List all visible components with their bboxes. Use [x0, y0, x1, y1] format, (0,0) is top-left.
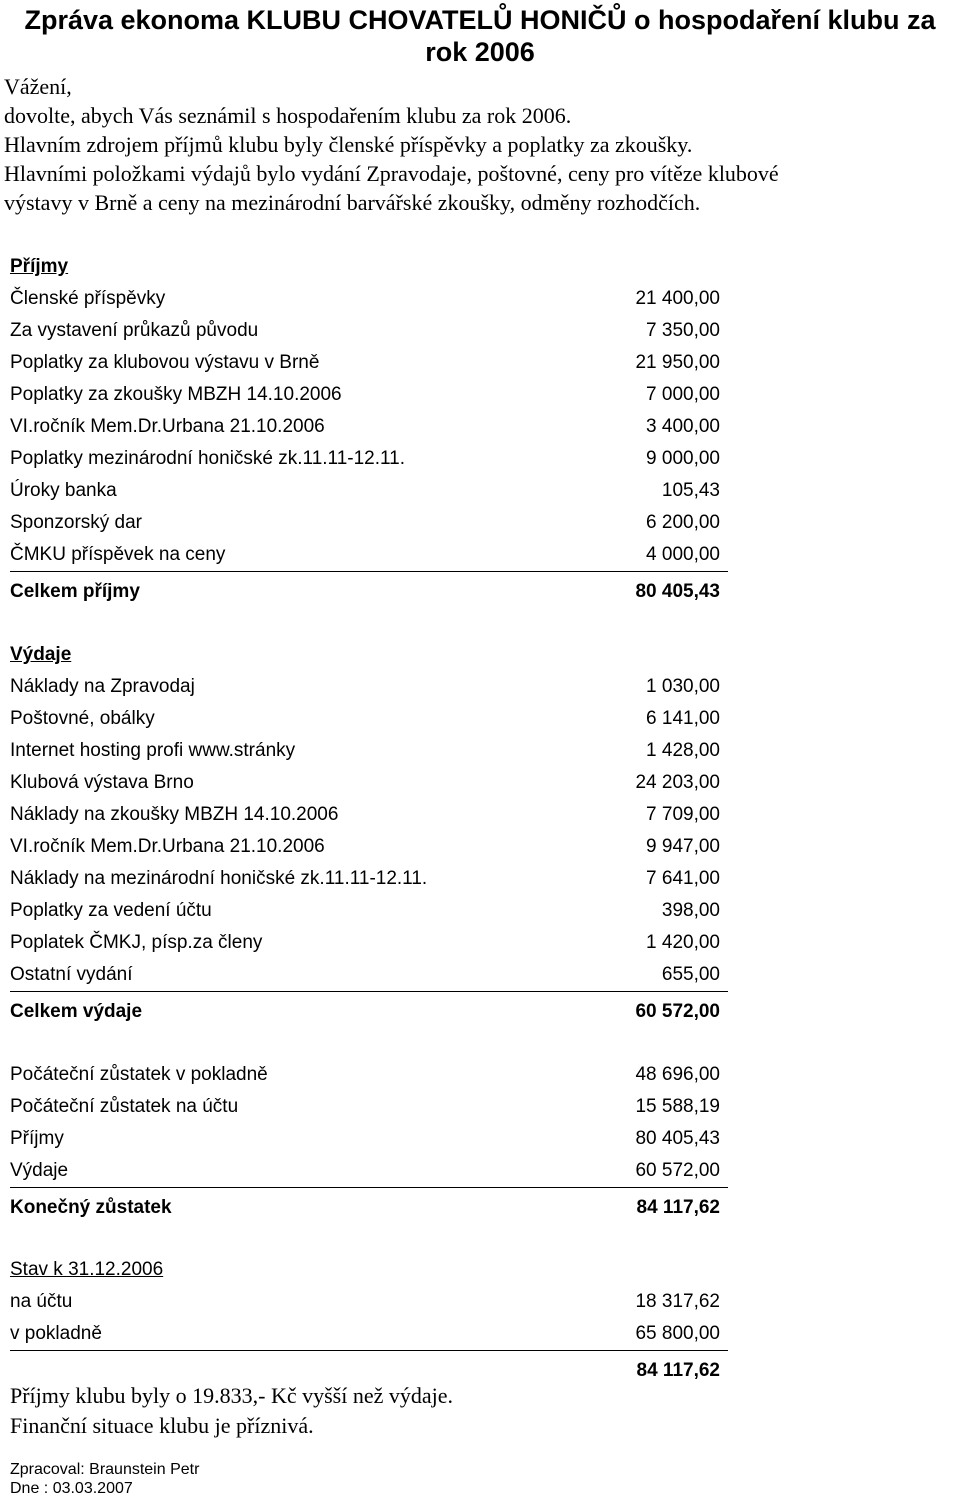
row-label: Náklady na Zpravodaj	[10, 676, 195, 697]
row-value: 7 641,00	[646, 868, 720, 889]
row-value: 9 000,00	[646, 448, 720, 469]
expense-row	[10, 895, 728, 927]
expense-row	[10, 831, 728, 863]
row-label: Počáteční zůstatek na účtu	[10, 1096, 239, 1117]
income-row	[10, 347, 728, 379]
balance-row	[10, 1059, 728, 1091]
row-value: 7 000,00	[646, 384, 720, 405]
income-row	[10, 283, 728, 315]
total-label: Konečný zůstatek	[10, 1197, 172, 1218]
row-value: 655,00	[661, 964, 720, 985]
row-value: 6 200,00	[646, 512, 720, 533]
income-total-row	[10, 571, 728, 610]
intro-line: výstavy v Brně a ceny na mezinárodní barvářské zkoušky, odměny rozhodčích.	[4, 190, 701, 215]
footer	[10, 1460, 199, 1498]
total-value: 84 117,62	[636, 1360, 720, 1381]
expense-row	[10, 863, 728, 895]
income-row	[10, 539, 728, 571]
income-row	[10, 507, 728, 539]
row-value: 48 696,00	[635, 1064, 720, 1085]
intro-line: Hlavním zdrojem příjmů klubu byly členské příspěvky a poplatky za zkoušky.	[4, 132, 693, 157]
row-value: 21 400,00	[635, 288, 720, 309]
row-value: 6 141,00	[646, 708, 720, 729]
row-value: 4 000,00	[646, 544, 720, 565]
row-label: Poplatek ČMKJ, písp.za členy	[10, 932, 263, 953]
row-label: v pokladně	[10, 1323, 102, 1344]
expenses-heading: Výdaje	[10, 644, 72, 665]
row-label: Poštovné, obálky	[10, 708, 155, 729]
row-label: na účtu	[10, 1291, 73, 1312]
row-label: Poplatky za zkoušky MBZH 14.10.2006	[10, 384, 342, 405]
row-value: 65 800,00	[635, 1323, 720, 1344]
balance-row	[10, 1091, 728, 1123]
income-heading: Příjmy	[10, 256, 69, 277]
row-value: 18 317,62	[635, 1291, 720, 1312]
row-label: Klubová výstava Brno	[10, 772, 194, 793]
row-label: VI.ročník Mem.Dr.Urbana 21.10.2006	[10, 416, 325, 437]
row-label: Poplatky mezinárodní honičské zk.11.11-12.11.	[10, 448, 406, 469]
income-table	[10, 251, 728, 610]
total-value: 60 572,00	[635, 1001, 720, 1022]
balance-row	[10, 1155, 728, 1187]
state-heading: Stav k 31.12.2006	[10, 1259, 164, 1280]
income-row	[10, 315, 728, 347]
income-row	[10, 411, 728, 443]
expense-row	[10, 703, 728, 735]
row-label: Členské příspěvky	[10, 288, 166, 309]
row-label: Náklady na zkoušky MBZH 14.10.2006	[10, 804, 339, 825]
expense-row	[10, 959, 728, 991]
row-value: 24 203,00	[635, 772, 720, 793]
closing-line: Finanční situace klubu je příznivá.	[10, 1413, 314, 1438]
row-label: Sponzorský dar	[10, 512, 143, 533]
balance-total-row	[10, 1187, 728, 1226]
total-value: 84 117,62	[636, 1197, 720, 1218]
row-value: 15 588,19	[635, 1096, 720, 1117]
income-row	[10, 475, 728, 507]
row-value: 105,43	[661, 480, 720, 501]
expenses-total-row	[10, 991, 728, 1030]
expense-row	[10, 927, 728, 959]
report-title: Zpráva ekonoma KLUBU CHOVATELŮ HONIČŮ o hospodaření klubu za rok 2006	[24, 5, 936, 67]
row-label: Výdaje	[10, 1160, 69, 1181]
total-value: 80 405,43	[635, 581, 720, 602]
row-value: 398,00	[661, 900, 720, 921]
expense-row	[10, 735, 728, 767]
closing-text	[10, 1381, 453, 1441]
intro-text	[4, 72, 954, 217]
expense-row	[10, 671, 728, 703]
row-label: Náklady na mezinárodní honičské zk.11.11-12.11.	[10, 868, 428, 889]
row-label: Poplatky za vedení účtu	[10, 900, 212, 921]
row-value: 1 428,00	[646, 740, 720, 761]
total-label: Celkem příjmy	[10, 581, 140, 602]
row-label: Poplatky za klubovou výstavu v Brně	[10, 352, 320, 373]
row-label: Internet hosting profi www.stránky	[10, 740, 296, 761]
row-label: ČMKU příspěvek na ceny	[10, 544, 226, 565]
row-value: 9 947,00	[646, 836, 720, 857]
row-value: 7 709,00	[646, 804, 720, 825]
intro-line: Hlavními položkami výdajů bylo vydání Zpravodaje, poštovné, ceny pro vítěze klubové	[4, 161, 779, 186]
intro-line: Vážení,	[4, 74, 72, 99]
row-value: 7 350,00	[646, 320, 720, 341]
income-row	[10, 379, 728, 411]
row-label: VI.ročník Mem.Dr.Urbana 21.10.2006	[10, 836, 325, 857]
date: Dne : 03.03.2007	[10, 1480, 133, 1497]
row-label: Příjmy	[10, 1128, 64, 1149]
row-value: 1 420,00	[646, 932, 720, 953]
row-value: 3 400,00	[646, 416, 720, 437]
state-row	[10, 1286, 728, 1318]
row-value: 1 030,00	[646, 676, 720, 697]
expenses-table	[10, 639, 728, 1030]
expense-row	[10, 767, 728, 799]
state-row	[10, 1318, 728, 1350]
row-label: Za vystavení průkazů původu	[10, 320, 259, 341]
expense-row	[10, 799, 728, 831]
row-value: 60 572,00	[635, 1160, 720, 1181]
row-label: Úroky banka	[10, 480, 117, 501]
row-label: Počáteční zůstatek v pokladně	[10, 1064, 268, 1085]
intro-line: dovolte, abych Vás seznámil s hospodařením klubu za rok 2006.	[4, 103, 572, 128]
income-row	[10, 443, 728, 475]
balance-row	[10, 1123, 728, 1155]
state-table	[10, 1254, 728, 1389]
balance-table	[10, 1059, 728, 1226]
closing-line: Příjmy klubu byly o 19.833,- Kč vyšší než výdaje.	[10, 1383, 454, 1408]
row-value: 80 405,43	[635, 1128, 720, 1149]
total-label: Celkem výdaje	[10, 1001, 143, 1022]
row-label: Ostatní vydání	[10, 964, 133, 985]
author: Zpracoval: Braunstein Petr	[10, 1461, 200, 1478]
row-value: 21 950,00	[635, 352, 720, 373]
